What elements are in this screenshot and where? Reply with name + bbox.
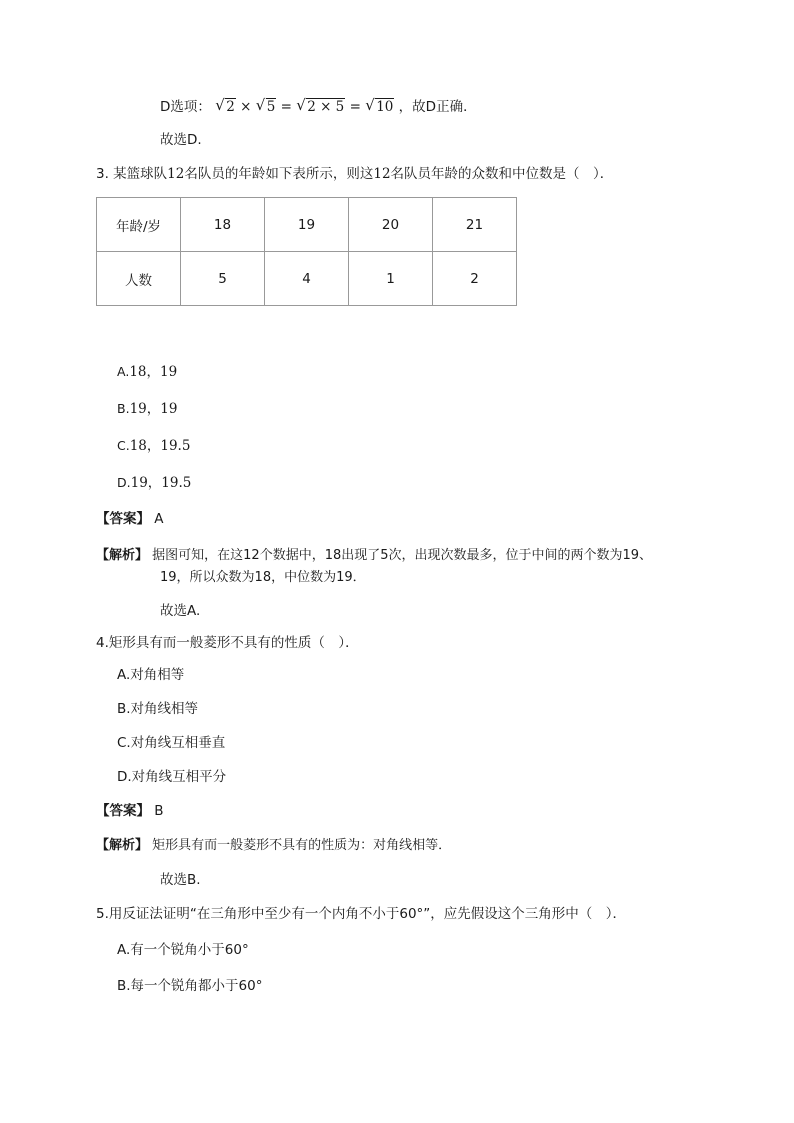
- q5-stem: 5.用反证法证明“在三角形中至少有一个内角不小于60°”，应先假设这个三角形中（ ）．: [96, 906, 627, 922]
- q4-analysis: 【解析】 矩形具有而一般菱形不具有的性质为：对角线相等．: [96, 838, 452, 853]
- sqrt-2x5: √ 2 × 5: [297, 97, 345, 117]
- q4-conclusion: 故选B.: [160, 872, 201, 888]
- q4-option-c[interactable]: C.对角线互相垂直: [117, 735, 226, 751]
- q3-answer: 【答案】 A: [96, 511, 164, 527]
- age-table: [96, 197, 517, 306]
- table-header-cell: 人数: [97, 252, 181, 306]
- conclusion-d: 故选D.: [160, 132, 202, 148]
- d-prefix: D选项：: [160, 99, 211, 115]
- q4-option-b[interactable]: B.对角线相等: [117, 701, 199, 717]
- table-cell: 21: [433, 198, 517, 252]
- sqrt-5: √ 5: [257, 97, 277, 117]
- q4-stem: 4.矩形具有而一般菱形不具有的性质（ ）．: [96, 635, 359, 651]
- q3-option-d[interactable]: D.19，19.5: [117, 475, 192, 491]
- table-cell: 4: [265, 252, 349, 306]
- q3-option-c[interactable]: C.18，19.5: [117, 438, 191, 454]
- sqrt-2: √ 2: [216, 97, 236, 117]
- q4-option-d[interactable]: D.对角线互相平分: [117, 769, 227, 785]
- q3-option-a[interactable]: A.18，19: [117, 364, 178, 380]
- q4-option-a[interactable]: A.对角相等: [117, 667, 185, 683]
- q3-conclusion: 故选A.: [160, 603, 201, 619]
- q5-option-a[interactable]: A.有一个锐角小于60°: [117, 942, 249, 958]
- table-cell: 5: [181, 252, 265, 306]
- table-header-cell: 年龄/岁: [97, 198, 181, 252]
- d-suffix: ，故D正确．: [398, 99, 477, 115]
- q3-analysis-line2: 19，所以众数为18，中位数为19．: [160, 570, 366, 585]
- table-cell: 1: [349, 252, 433, 306]
- table-cell: 2: [433, 252, 517, 306]
- table-cell: 18: [181, 198, 265, 252]
- equals-sign: =: [280, 99, 292, 115]
- q3-option-b[interactable]: B.19，19: [117, 401, 178, 417]
- table-cell: 19: [265, 198, 349, 252]
- d-option-explanation: [160, 97, 477, 117]
- table-cell: 20: [349, 198, 433, 252]
- table-row: [97, 252, 517, 306]
- table-row: [97, 198, 517, 252]
- equals-sign-2: =: [349, 99, 361, 115]
- q4-answer: 【答案】 B: [96, 803, 164, 819]
- q3-stem: 3. 某篮球队12名队员的年龄如下表所示，则这12名队员年龄的众数和中位数是（ ）．: [96, 166, 614, 182]
- q3-analysis-line1: 【解析】 据图可知，在这12个数据中，18出现了5次，出现次数最多，位于中间的两个数为19、: [96, 548, 653, 563]
- sqrt-10: √ 10: [366, 97, 394, 117]
- times-sign: ×: [240, 99, 252, 115]
- q5-option-b[interactable]: B.每一个锐角都小于60°: [117, 978, 263, 994]
